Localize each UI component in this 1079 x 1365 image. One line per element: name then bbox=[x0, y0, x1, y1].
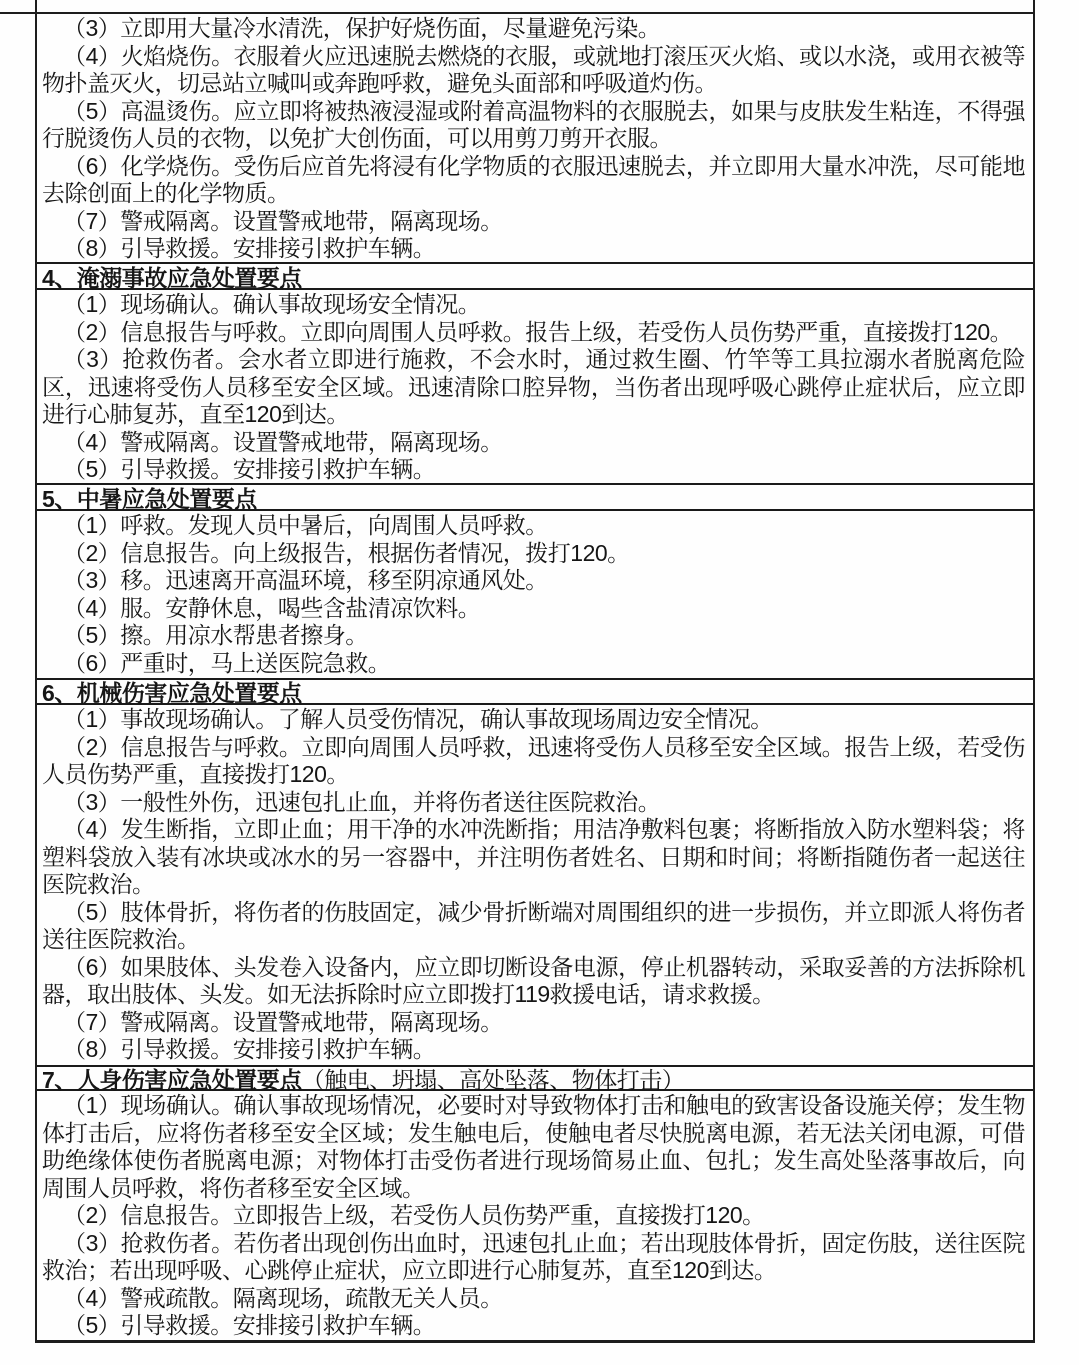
list-item: （5）引导救援。安排接引救护车辆。 bbox=[63, 1312, 436, 1338]
table-content-column bbox=[37, 14, 1033, 1343]
list-item: （4）警戒疏散。隔离现场，疏散无关人员。 bbox=[63, 1284, 503, 1311]
list-item: （3）一般性外伤，迅速包扎止血，并将伤者送往医院救治。 bbox=[63, 788, 661, 815]
list-item: （5）引导救援。安排接引救护车辆。 bbox=[63, 456, 436, 482]
table-right-border bbox=[1033, 0, 1035, 1343]
list-item: （3）移。迅速离开高温环境，移至阴凉通风处。 bbox=[63, 567, 548, 593]
list-item: （5）肢体骨折，将伤者的伤肢固定，减少骨折断端对周围组织的进一步损伤，并立即派人将伤者送往医院救治。 bbox=[42, 898, 1025, 952]
list-item: （5）高温烫伤。应立即将被热液浸湿或附着高温物料的衣服脱去，如果与皮肤发生粘连，不得强行脱烫伤人员的衣物，以免扩大创伤面，可以用剪刀剪开衣服。 bbox=[42, 97, 1025, 151]
list-item: （4）服。安静休息，喝些含盐清凉饮料。 bbox=[63, 594, 481, 621]
section-drowning-items bbox=[37, 290, 1033, 483]
list-item: （3）抢救伤者。若伤者出现创伤出血时，迅速包扎止血；若出现肢体骨折，固定伤肢，送往医院救治；若出现呼吸、心跳停止症状，应立即进行心肺复苏，直至120到达。 bbox=[42, 1229, 1025, 1283]
section-header-mechanical-injury bbox=[37, 678, 1033, 705]
section-header-drowning bbox=[37, 262, 1033, 290]
section-header-heatstroke bbox=[37, 483, 1033, 511]
list-item: （7）警戒隔离。设置警戒地带，隔离现场。 bbox=[63, 1008, 503, 1035]
list-item: （1）呼救。发现人员中暑后，向周围人员呼救。 bbox=[63, 512, 548, 538]
list-item: （3）抢救伤者。会水者立即进行施救，不会水时，通过救生圈、竹竿等工具拉溺水者脱离危险区，迅速将受伤人员移至安全区域。迅速清除口腔异物，当伤者出现呼吸心跳停止症状后，应立即进行心肺复苏，直至120到达。 bbox=[42, 346, 1025, 427]
list-item: （3）立即用大量冷水清洗，保护好烧伤面，尽量避免污染。 bbox=[63, 15, 661, 41]
list-item: （1）现场确认。确认事故现场安全情况。 bbox=[63, 291, 481, 317]
list-item: （2）信息报告与呼救。立即向周围人员呼救，迅速将受伤人员移至安全区域。报告上级，若受伤人员伤势严重，直接拨打120。 bbox=[42, 733, 1025, 787]
section-burn-items bbox=[37, 14, 1033, 262]
list-item: （8）引导救援。安排接引救护车辆。 bbox=[63, 235, 436, 261]
list-item: （1）事故现场确认。了解人员受伤情况，确认事故现场周边安全情况。 bbox=[63, 706, 773, 732]
list-item: （4）警戒隔离。设置警戒地带，隔离现场。 bbox=[63, 428, 503, 455]
list-item: （8）引导救援。安排接引救护车辆。 bbox=[63, 1036, 436, 1062]
section-header-personal-injury bbox=[37, 1065, 1033, 1091]
section-title: 4、淹溺事故应急处置要点 bbox=[42, 264, 302, 291]
list-item: （6）化学烧伤。受伤后应首先将浸有化学物质的衣服迅速脱去，并立即用大量水冲洗，尽可能地去除创面上的化学物质。 bbox=[42, 152, 1025, 206]
section-title: 6、机械伤害应急处置要点 bbox=[42, 680, 302, 706]
list-item: （6）如果肢体、头发卷入设备内，应立即切断设备电源，停止机器转动，采取妥善的方法拆除机器，取出肢体、头发。如无法拆除时应立即拨打119救援电话，请求救援。 bbox=[42, 953, 1025, 1007]
section-mechanical-injury-items bbox=[37, 705, 1033, 1065]
section-personal-injury-items bbox=[37, 1091, 1033, 1343]
section-title: 7、人身伤害应急处置要点 bbox=[42, 1066, 302, 1093]
list-item: （2）信息报告。立即报告上级，若受伤人员伤势严重，直接拨打120。 bbox=[63, 1202, 765, 1228]
section-heatstroke-items bbox=[37, 511, 1033, 678]
list-item: （4）发生断指，立即止血；用干净的水冲洗断指；用洁净敷料包裹；将断指放入防水塑料袋；将塑料袋放入装有冰块或冰水的另一容器中，并注明伤者姓名、日期和时间；将断指随伤者一起送往医院救治。 bbox=[42, 816, 1025, 897]
list-item: （2）信息报告。向上级报告，根据伤者情况，拨打120。 bbox=[63, 539, 630, 566]
list-item: （1）现场确认。确认事故现场情况，必要时对导致物体打击和触电的致害设备设施关停；发生物体打击后，应将伤者移至安全区域；发生触电后，使触电者尽快脱离电源，若无法关闭电源，可借助绝缘体使伤者脱离电源；对物体打击受伤者进行现场简易止血、包扎；发生高处坠落事故后，向周围人员呼救，将伤者移至安全区域。 bbox=[42, 1092, 1025, 1201]
list-item: （7）警戒隔离。设置警戒地带，隔离现场。 bbox=[63, 207, 503, 234]
section-title: 5、中暑应急处置要点 bbox=[42, 485, 257, 512]
section-subtitle: （触电、坍塌、高处坠落、物体打击） bbox=[301, 1066, 685, 1093]
list-item: （6）严重时，马上送医院急救。 bbox=[63, 649, 391, 676]
list-item: （2）信息报告与呼救。立即向周围人员呼救。报告上级，若受伤人员伤势严重，直接拨打120。 bbox=[63, 318, 1013, 345]
list-item: （4）火焰烧伤。衣服着火应迅速脱去燃烧的衣服，或就地打滚压灭火焰、或以水浇，或用衣被等物扑盖灭火，切忌站立喊叫或奔跑呼救，避免头面部和呼吸道灼伤。 bbox=[42, 42, 1025, 96]
list-item: （5）擦。用凉水帮患者擦身。 bbox=[63, 622, 368, 648]
